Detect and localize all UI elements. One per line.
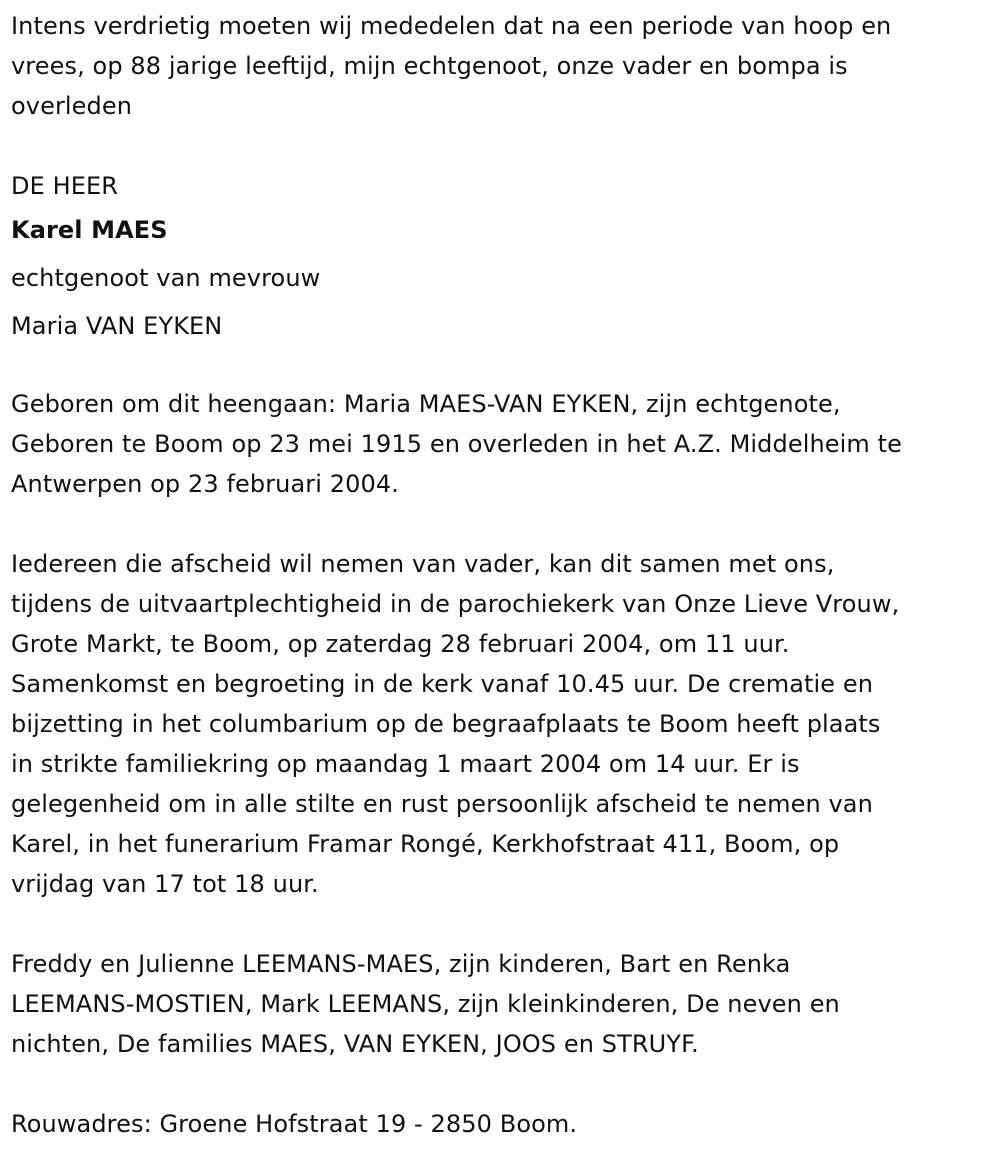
- birth-paragraph: [11, 384, 996, 504]
- family-line: nichten, De families MAES, VAN EYKEN, JOOS en STRUYF.: [11, 1030, 699, 1058]
- deceased-title: DE HEER: [11, 172, 119, 200]
- spouse-name: Maria VAN EYKEN: [11, 312, 223, 340]
- intro-line: overleden: [11, 92, 133, 120]
- paragraph-spacer: [11, 904, 996, 944]
- birth-line: Geboren te Boom op 23 mei 1915 en overleden in het A.Z. Middelheim te: [11, 430, 902, 458]
- ceremony-line: bijzetting in het columbarium op de begraafplaats te Boom heeft plaats: [11, 710, 881, 738]
- family-paragraph: [11, 944, 996, 1064]
- obituary-document: [11, 6, 996, 1144]
- paragraph-spacer: [11, 350, 996, 384]
- ceremony-line: Karel, in het funerarium Framar Rongé, Kerkhofstraat 411, Boom, op: [11, 830, 840, 858]
- ceremony-paragraph: [11, 544, 996, 904]
- birth-line: Geboren om dit heengaan: Maria MAES-VAN EYKEN, zijn echtgenote,: [11, 390, 841, 418]
- ceremony-line: Samenkomst en begroeting in de kerk vanaf 10.45 uur. De crematie en: [11, 670, 874, 698]
- paragraph-spacer: [11, 126, 996, 166]
- ceremony-line: tijdens de uitvaartplechtigheid in de parochiekerk van Onze Lieve Vrouw,: [11, 590, 900, 618]
- intro-paragraph: [11, 6, 996, 126]
- birth-line: Antwerpen op 23 februari 2004.: [11, 470, 399, 498]
- paragraph-spacer: [11, 504, 996, 544]
- mourning-address: Rouwadres: Groene Hofstraat 19 - 2850 Boom.: [11, 1110, 578, 1138]
- deceased-block: [11, 166, 996, 350]
- paragraph-spacer: [11, 1064, 996, 1104]
- family-line: LEEMANS-MOSTIEN, Mark LEEMANS, zijn kleinkinderen, De neven en: [11, 990, 840, 1018]
- ceremony-line: Iedereen die afscheid wil nemen van vader, kan dit samen met ons,: [11, 550, 835, 578]
- address-paragraph: [11, 1104, 996, 1144]
- ceremony-line: vrijdag van 17 tot 18 uur.: [11, 870, 319, 898]
- spouse-label: echtgenoot van mevrouw: [11, 264, 321, 292]
- intro-line: Intens verdrietig moeten wij mededelen dat na een periode van hoop en: [11, 12, 892, 40]
- family-line: Freddy en Julienne LEEMANS-MAES, zijn kinderen, Bart en Renka: [11, 950, 791, 978]
- intro-line: vrees, op 88 jarige leeftijd, mijn echtgenoot, onze vader en bompa is: [11, 52, 848, 80]
- ceremony-line: Grote Markt, te Boom, op zaterdag 28 februari 2004, om 11 uur.: [11, 630, 790, 658]
- ceremony-line: gelegenheid om in alle stilte en rust persoonlijk afscheid te nemen van: [11, 790, 873, 818]
- deceased-name: Karel MAES: [11, 216, 168, 244]
- ceremony-line: in strikte familiekring op maandag 1 maart 2004 om 14 uur. Er is: [11, 750, 800, 778]
